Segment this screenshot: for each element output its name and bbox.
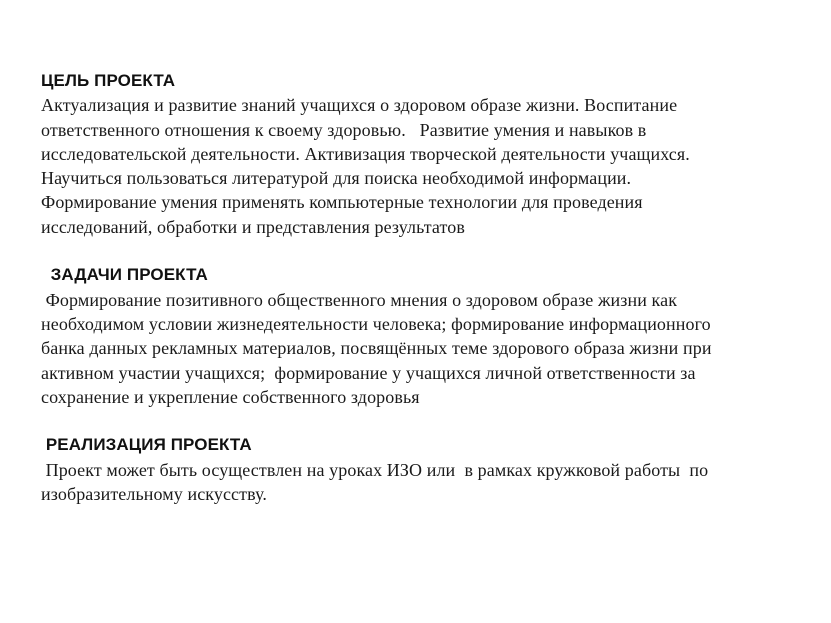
implementation-heading: РЕАЛИЗАЦИЯ ПРОЕКТА: [41, 435, 252, 455]
section-spacer: [41, 239, 801, 263]
tasks-line: необходимом условии жизнедеятельности человека; формирование информационного: [41, 313, 711, 334]
goal-line: Научиться пользоваться литературой для поиска необходимой информации.: [41, 168, 632, 189]
section-spacer: [41, 409, 801, 433]
goal-line: Актуализация и развитие знаний учащихся о здоровом образе жизни. Воспитание: [41, 95, 678, 116]
implementation-line: Проект может быть осуществлен на уроках ИЗО или в рамках кружковой работы по: [41, 459, 709, 480]
tasks-line: Формирование позитивного общественного мнения о здоровом образе жизни как: [41, 289, 678, 310]
slide-content: [41, 69, 801, 506]
goal-line: исследований, обработки и представления результатов: [41, 216, 465, 237]
tasks-line: банка данных рекламных материалов, посвящённых теме здорового образа жизни при: [41, 338, 712, 359]
implementation-section: [41, 433, 801, 506]
goal-line: ответственного отношения к своему здоровью. Развитие умения и навыков в: [41, 119, 647, 140]
goal-heading: ЦЕЛЬ ПРОЕКТА: [41, 71, 176, 90]
tasks-section: [41, 263, 801, 409]
goal-section: [41, 69, 801, 239]
implementation-line: изобразительному искусству.: [41, 484, 267, 505]
tasks-heading: ЗАДАЧИ ПРОЕКТА: [41, 265, 208, 285]
tasks-line: сохранение и укрепление собственного здоровья: [41, 386, 420, 407]
goal-line: исследовательской деятельности. Активизация творческой деятельности учащихся.: [41, 143, 690, 164]
goal-line: Формирование умения применять компьютерные технологии для проведения: [41, 192, 643, 213]
tasks-line: активном участии учащихся; формирование у учащихся личной ответственности за: [41, 362, 696, 383]
